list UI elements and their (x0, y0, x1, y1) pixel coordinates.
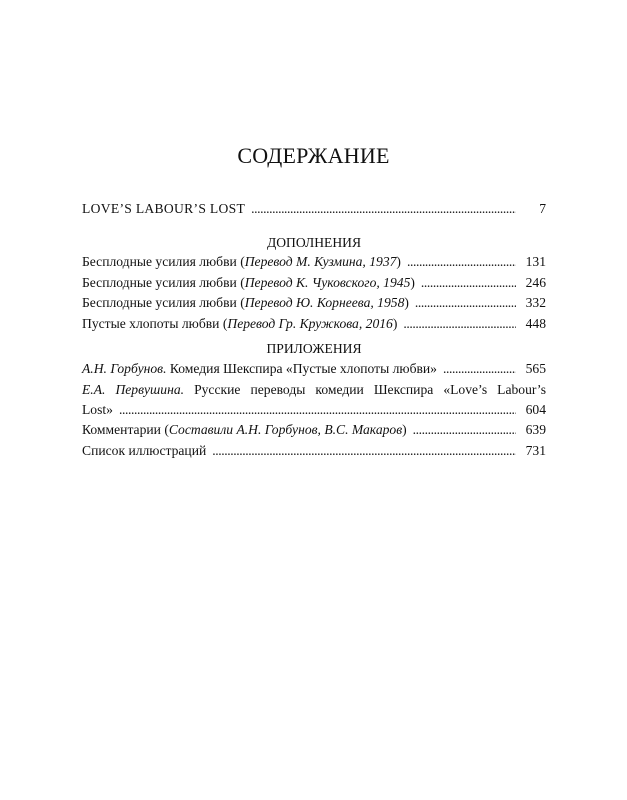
section-heading: ДОПОЛНЕНИЯ (266, 235, 362, 250)
toc-row-multiline[interactable] (82, 382, 546, 423)
dot-leader (251, 201, 516, 217)
toc-row[interactable] (82, 316, 546, 337)
toc-page-number: 131 (525, 254, 546, 269)
toc-entry-label: Комментарии (Составили А.Н. Горбунов, В.С. Макаров) (82, 422, 407, 437)
toc-row[interactable] (82, 201, 546, 222)
toc-section-appendices (82, 338, 546, 463)
toc-entry-label-continuation: Lost» (82, 401, 113, 417)
dot-leader (407, 254, 516, 270)
toc-page-number: 7 (539, 201, 546, 216)
toc-page-number: 604 (525, 401, 546, 417)
toc-page-number: 246 (525, 274, 546, 290)
toc-row[interactable] (82, 275, 546, 296)
section-heading: ПРИЛОЖЕНИЯ (266, 341, 362, 356)
toc-section-supplements (82, 232, 546, 336)
toc-row[interactable] (82, 361, 546, 382)
toc-entry-label: Бесплодные усилия любви (Перевод Ю. Корнеева, 1958) (82, 295, 409, 310)
toc-row-continuation (82, 402, 546, 423)
dot-leader (119, 402, 516, 418)
toc-entry-label: Бесплодные усилия любви (Перевод К. Чуковского, 1945) (82, 274, 415, 290)
dot-leader (403, 316, 516, 332)
toc-page-number: 731 (525, 442, 546, 458)
page-title: СОДЕРЖАНИЕ (237, 143, 390, 168)
toc-row[interactable] (82, 254, 546, 275)
dot-leader (421, 275, 516, 291)
toc-entry-label: Пустые хлопоты любви (Перевод Гр. Кружкова, 2016) (82, 315, 398, 331)
toc-page-number: 332 (525, 295, 546, 310)
toc-entry-label: Список иллюстраций (82, 442, 207, 458)
toc-entry-label: Бесплодные усилия любви (Перевод М. Кузмина, 1937) (82, 254, 401, 269)
dot-leader (212, 443, 516, 459)
toc-entry-label: Е.А. Первушина. Русские переводы комедии Шекспира «Love’s Labour’s (82, 381, 546, 397)
dot-leader (413, 422, 516, 438)
toc-entry-label: А.Н. Горбунов. Комедия Шекспира «Пустые хлопоты любви» (82, 361, 437, 376)
toc-main-entry (82, 201, 546, 222)
toc-row[interactable] (82, 443, 546, 464)
dot-leader (415, 295, 516, 311)
dot-leader (443, 361, 516, 377)
toc-row[interactable] (82, 295, 546, 316)
toc-entry-label: LOVE’S LABOUR’S LOST (82, 201, 246, 216)
toc-page-number: 565 (525, 361, 546, 376)
toc-page-number: 448 (525, 315, 546, 331)
toc-page-number: 639 (525, 422, 546, 437)
toc-row[interactable] (82, 422, 546, 443)
